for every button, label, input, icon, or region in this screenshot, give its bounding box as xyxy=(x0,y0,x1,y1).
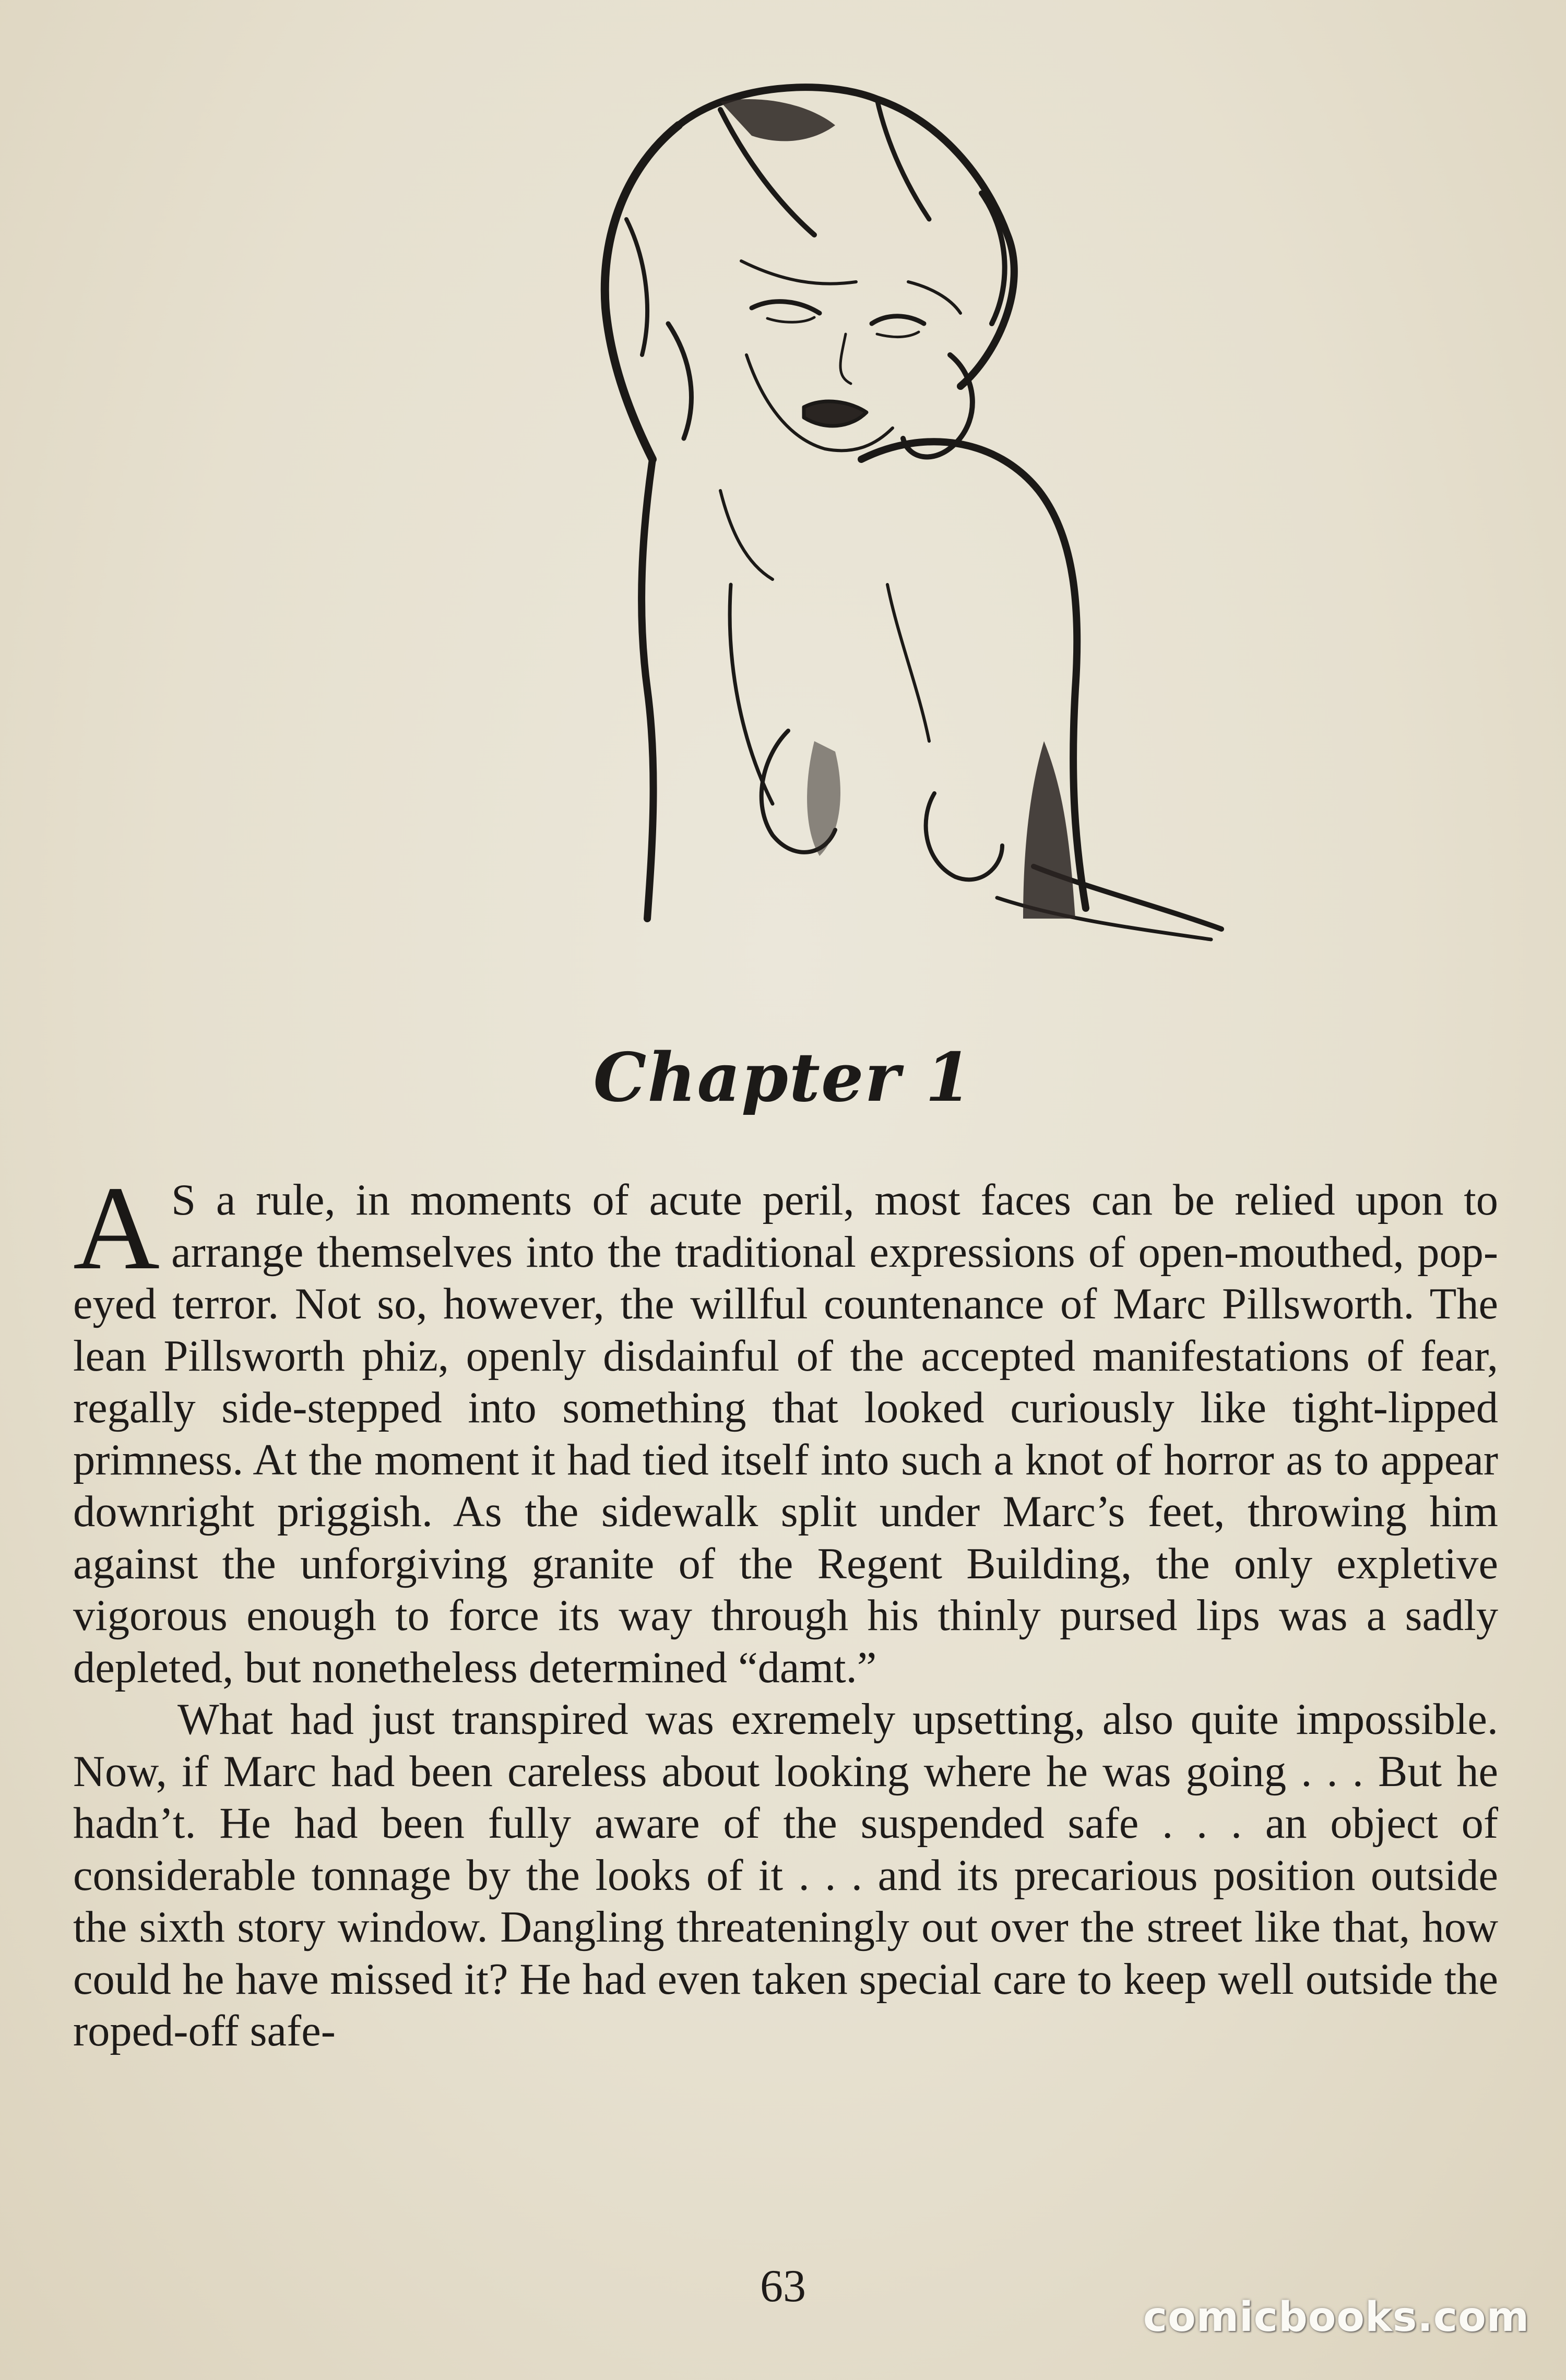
chapter-title: Chapter 1 xyxy=(593,1039,973,1117)
paragraph-1-text: S a rule, in moments of acute peril, most faces can be relied upon to arrange themselves into the traditional expressions of open-mouthed, pop-eyed terror. Not so, however, the willful countenance of Marc Pillsworth. The lean Pillsworth phiz, openly disdainful of the accepted manifestations of fear, regally side-stepped into something that looked curiously like tight-lipped primness. At the moment it had tied itself into such a knot of horror as to appear downright priggish. As the sidewalk split under Marc’s feet, throwing him against the unforgiving granite of the Regent Building, the only expletive vigorous enough to force its way through his thinly pursed lips was a sadly depleted, but nonetheless determined “damt.” xyxy=(73,1176,1498,1692)
paragraph-1 xyxy=(73,1161,1498,1694)
page-number: 63 xyxy=(760,2261,806,2312)
paragraph-2: What had just transpired was exremely upsetting, also quite impossible. Now, if Marc had been careless about looking where he was going . . . But he hadn’t. He had been fully aware of the suspended safe . . . an object of considerable tonnage by the looks of it . . . and its precarious position outside the sixth story window. Dangling threateningly out over the street like that, how could he have missed it? He had even taken special care to keep well outside the roped-off safe- xyxy=(73,1695,1498,2055)
woman-portrait-sketch-icon xyxy=(407,63,1242,1013)
drop-cap: A xyxy=(73,1161,160,1294)
chapter-body xyxy=(73,1161,1498,2057)
site-watermark: comicbooks.com xyxy=(1143,2294,1529,2341)
